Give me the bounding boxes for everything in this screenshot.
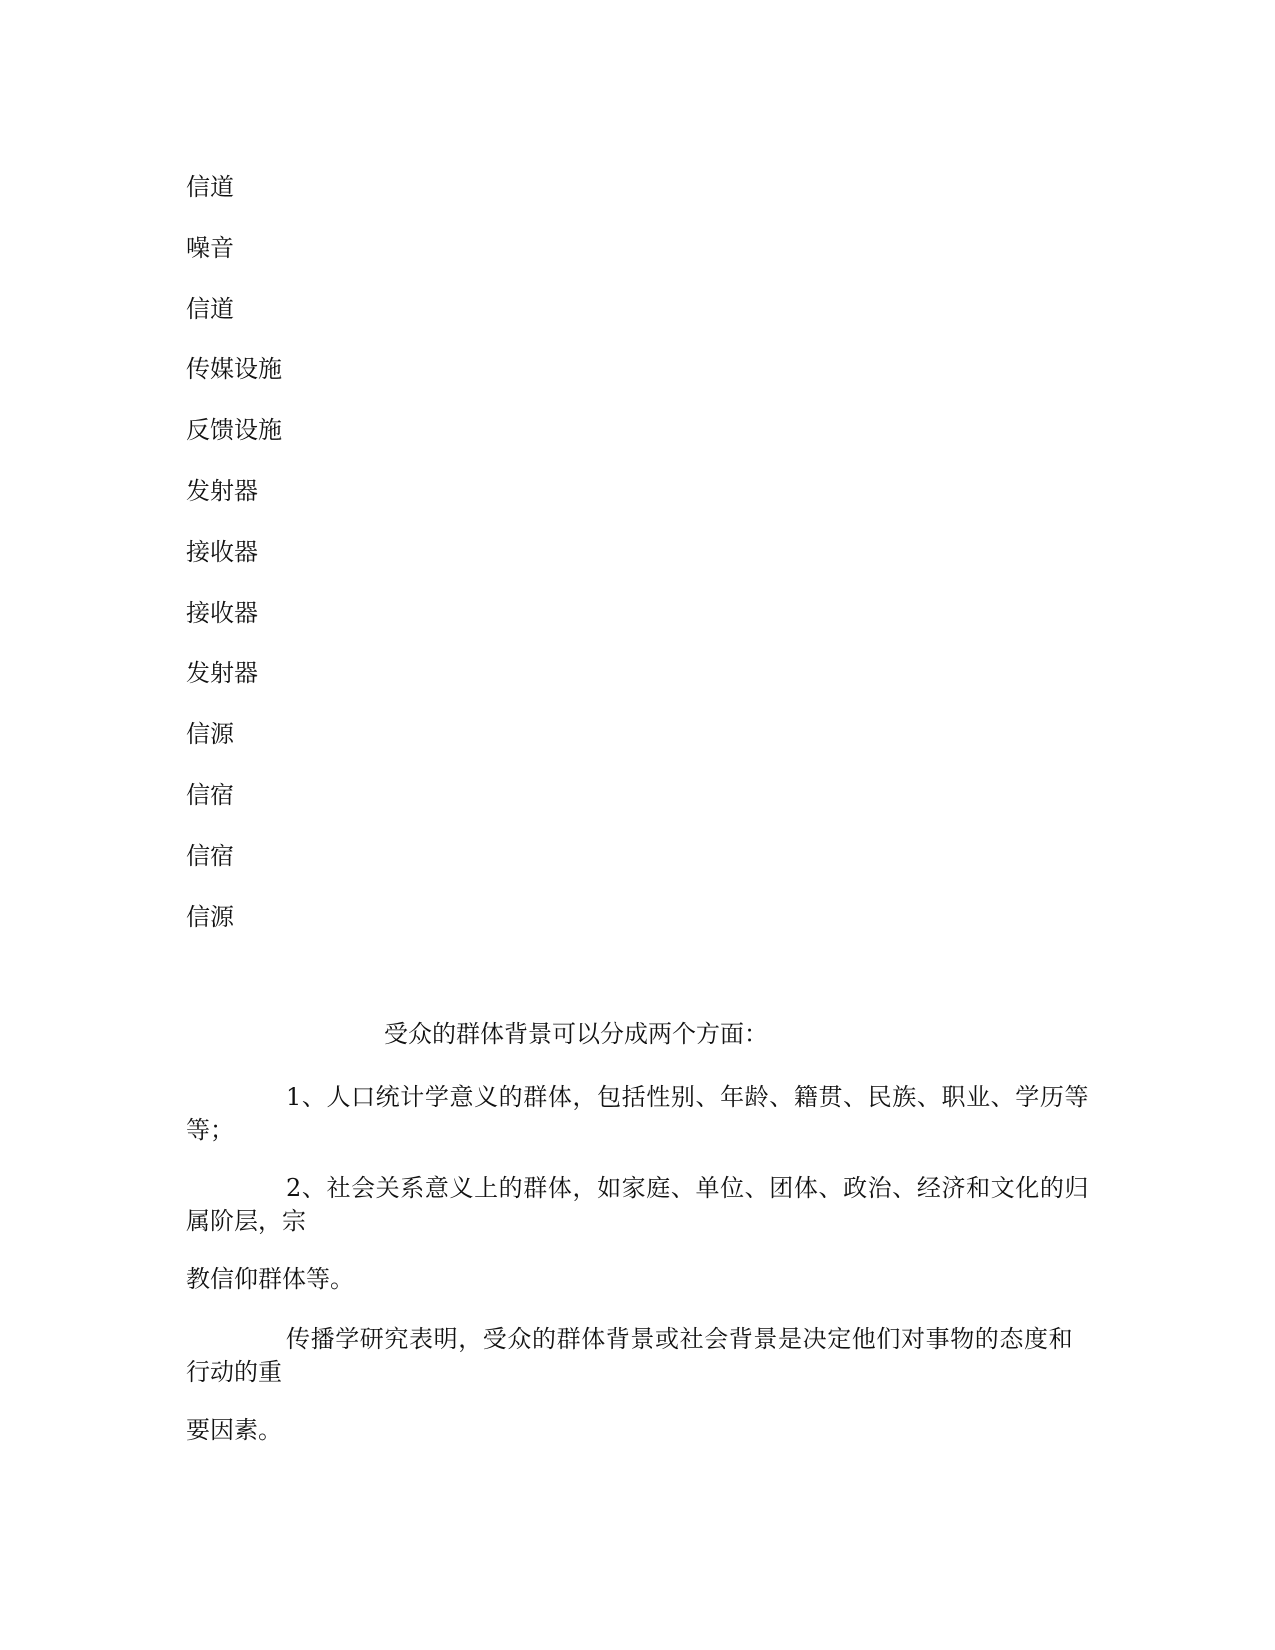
paragraph-social-group — [186, 1172, 1096, 1238]
section-heading: 受众的群体背景可以分成两个方面： — [384, 1020, 768, 1048]
paragraph-line: 行动的重 — [186, 1358, 282, 1386]
diagram-label: 发射器 — [186, 476, 258, 505]
diagram-label-list — [186, 172, 282, 962]
paragraph-conclusion: 要因素。 — [186, 1416, 282, 1444]
diagram-label: 信宿 — [186, 841, 234, 870]
paragraph-line: 2、社会关系意义上的群体，如家庭、单位、团体、政治、经济和文化的归 — [286, 1174, 1090, 1202]
diagram-label: 接收器 — [186, 537, 258, 566]
paragraph-line: 属阶层，宗 — [186, 1207, 306, 1235]
diagram-label: 信道 — [186, 294, 234, 323]
paragraph-line: 1、人口统计学意义的群体，包括性别、年龄、籍贯、民族、职业、学历等 — [286, 1083, 1090, 1111]
paragraph-line: 传播学研究表明，受众的群体背景或社会背景是决定他们对事物的态度和 — [286, 1325, 1074, 1353]
diagram-label: 传媒设施 — [186, 355, 282, 384]
paragraph-research-finding — [186, 1323, 1096, 1389]
paragraph-continuation: 教信仰群体等。 — [186, 1265, 354, 1293]
paragraph-demographic-group — [186, 1081, 1096, 1147]
diagram-label: 信源 — [186, 902, 234, 931]
paragraph-line: 等； — [186, 1116, 234, 1144]
diagram-label: 信源 — [186, 720, 234, 749]
diagram-label: 信宿 — [186, 780, 234, 809]
diagram-label: 发射器 — [186, 659, 258, 688]
diagram-label: 反馈设施 — [186, 416, 282, 445]
diagram-label: 信道 — [186, 173, 234, 201]
diagram-label: 噪音 — [186, 233, 234, 262]
diagram-label: 接收器 — [186, 598, 258, 627]
